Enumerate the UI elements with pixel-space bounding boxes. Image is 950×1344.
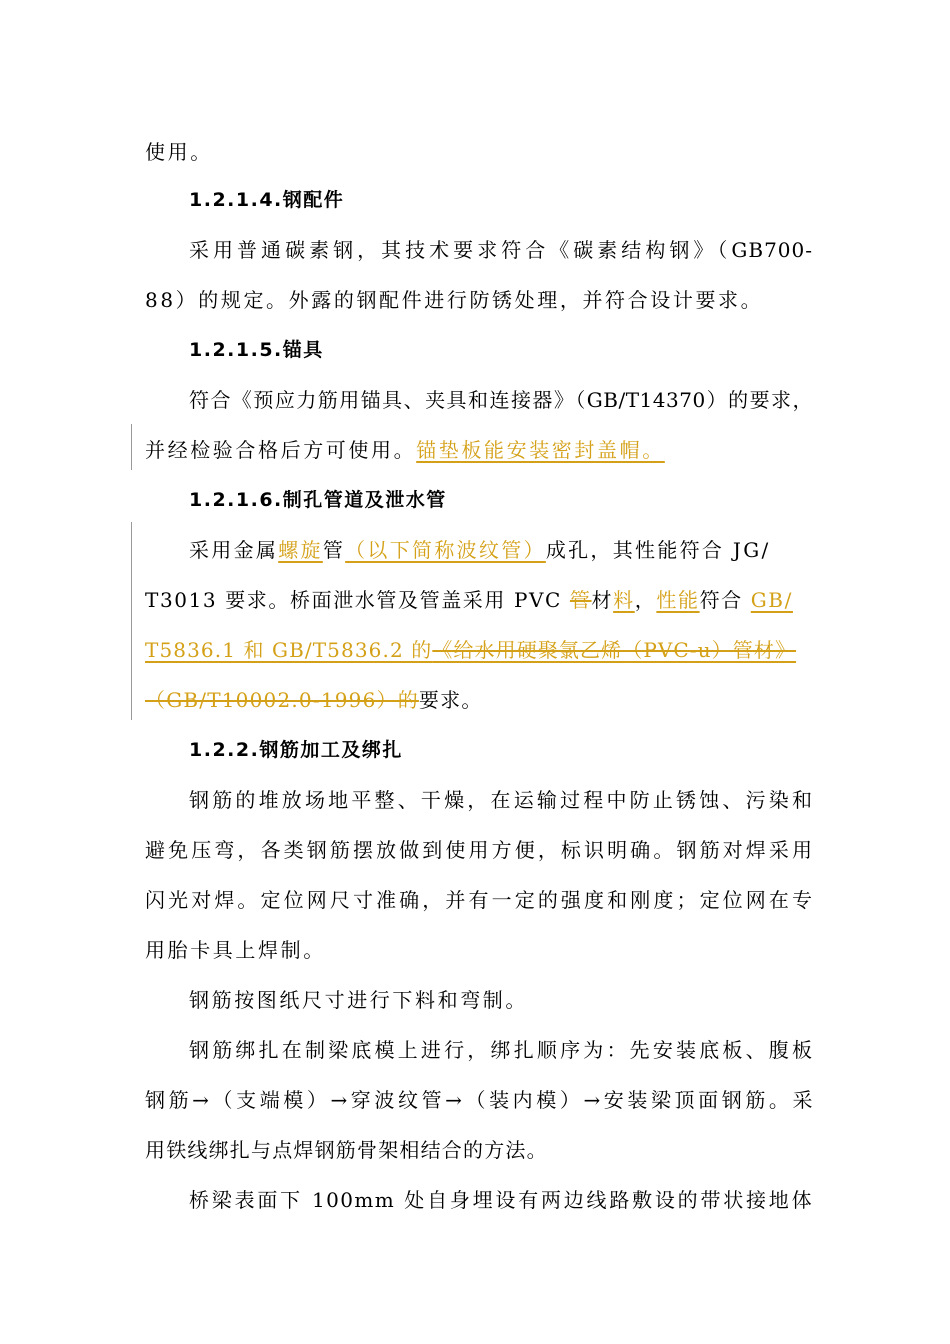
paragraph-line: 钢筋→（支端模）→穿波纹管→（装内模）→安装梁顶面钢筋。采 <box>145 1088 813 1112</box>
paragraph-line: 用胎卡具上焊制。 <box>145 938 326 962</box>
paragraph-line: 桥梁表面下 100mm 处自身埋设有两边线路敷设的带状接地体 <box>189 1188 813 1212</box>
paragraph-line <box>145 688 813 712</box>
inserted-text: 螺旋 <box>278 538 323 562</box>
section-heading: 1.2.1.5.锚具 <box>189 339 324 361</box>
text-run: 管 <box>322 538 346 562</box>
text-run: 成孔，其性能符合 JG/ <box>545 538 771 562</box>
paragraph-line <box>189 538 813 562</box>
inserted-text: T5836.1 和 GB/T5836.2 的 <box>145 638 433 662</box>
paragraph-line: 钢筋绑扎在制梁底模上进行，绑扎顺序为：先安装底板、腹板 <box>189 1038 813 1062</box>
paragraph-line: 钢筋的堆放场地平整、干燥，在运输过程中防止锈蚀、污染和 <box>189 788 813 812</box>
deleted-text: （GB/T10002.0-1996）的 <box>145 688 419 712</box>
inserted-text: 锚垫板能安装密封盖帽。 <box>416 438 665 462</box>
section-heading: 1.2.1.4.钢配件 <box>189 189 345 211</box>
inserted-text: （以下简称波纹管） <box>345 538 546 562</box>
inserted-text: GB/ <box>750 588 793 612</box>
text-run: 采用金属 <box>189 538 279 562</box>
text-run: ， <box>634 588 657 612</box>
paragraph-line: 钢筋按图纸尺寸进行下料和弯制。 <box>189 988 528 1012</box>
paragraph-line: 88）的规定。外露的钢配件进行防锈处理，并符合设计要求。 <box>145 288 764 312</box>
paragraph-line: 避免压弯，各类钢筋摆放做到使用方便，标识明确。钢筋对焊采用 <box>145 838 813 862</box>
text-run: 材 <box>591 588 614 612</box>
deleted-text: 《给水用硬聚氯乙烯（PVC-u）管材》 <box>432 638 797 662</box>
paragraph-line <box>145 588 813 612</box>
paragraph-line: 使用。 <box>145 140 213 164</box>
change-bar <box>131 424 132 470</box>
paragraph-line: 采用普通碳素钢，其技术要求符合《碳素结构钢》（GB700- <box>189 238 813 262</box>
text-run: T3013 要求。桥面泄水管及管盖采用 PVC <box>145 588 570 612</box>
inserted-text: 性能 <box>656 588 700 612</box>
paragraph-line: 闪光对焊。定位网尺寸准确，并有一定的强度和刚度；定位网在专 <box>145 888 813 912</box>
section-heading: 1.2.1.6.制孔管道及泄水管 <box>189 489 447 511</box>
paragraph-line: 符合《预应力筋用锚具、夹具和连接器》（GB/T14370）的要求， <box>189 388 813 412</box>
section-heading: 1.2.2.钢筋加工及绑扎 <box>189 739 403 761</box>
paragraph-line <box>145 638 813 662</box>
text-run: 符合 <box>699 588 751 612</box>
text-run: 要求。 <box>418 688 483 712</box>
paragraph-line <box>145 438 813 462</box>
text-run: 并经检验合格后方可使用。 <box>145 438 417 462</box>
change-bar <box>131 522 132 720</box>
deleted-text: 管 <box>569 588 592 612</box>
paragraph-line: 用铁线绑扎与点焊钢筋骨架相结合的方法。 <box>145 1138 548 1162</box>
inserted-text: 料 <box>613 588 635 612</box>
